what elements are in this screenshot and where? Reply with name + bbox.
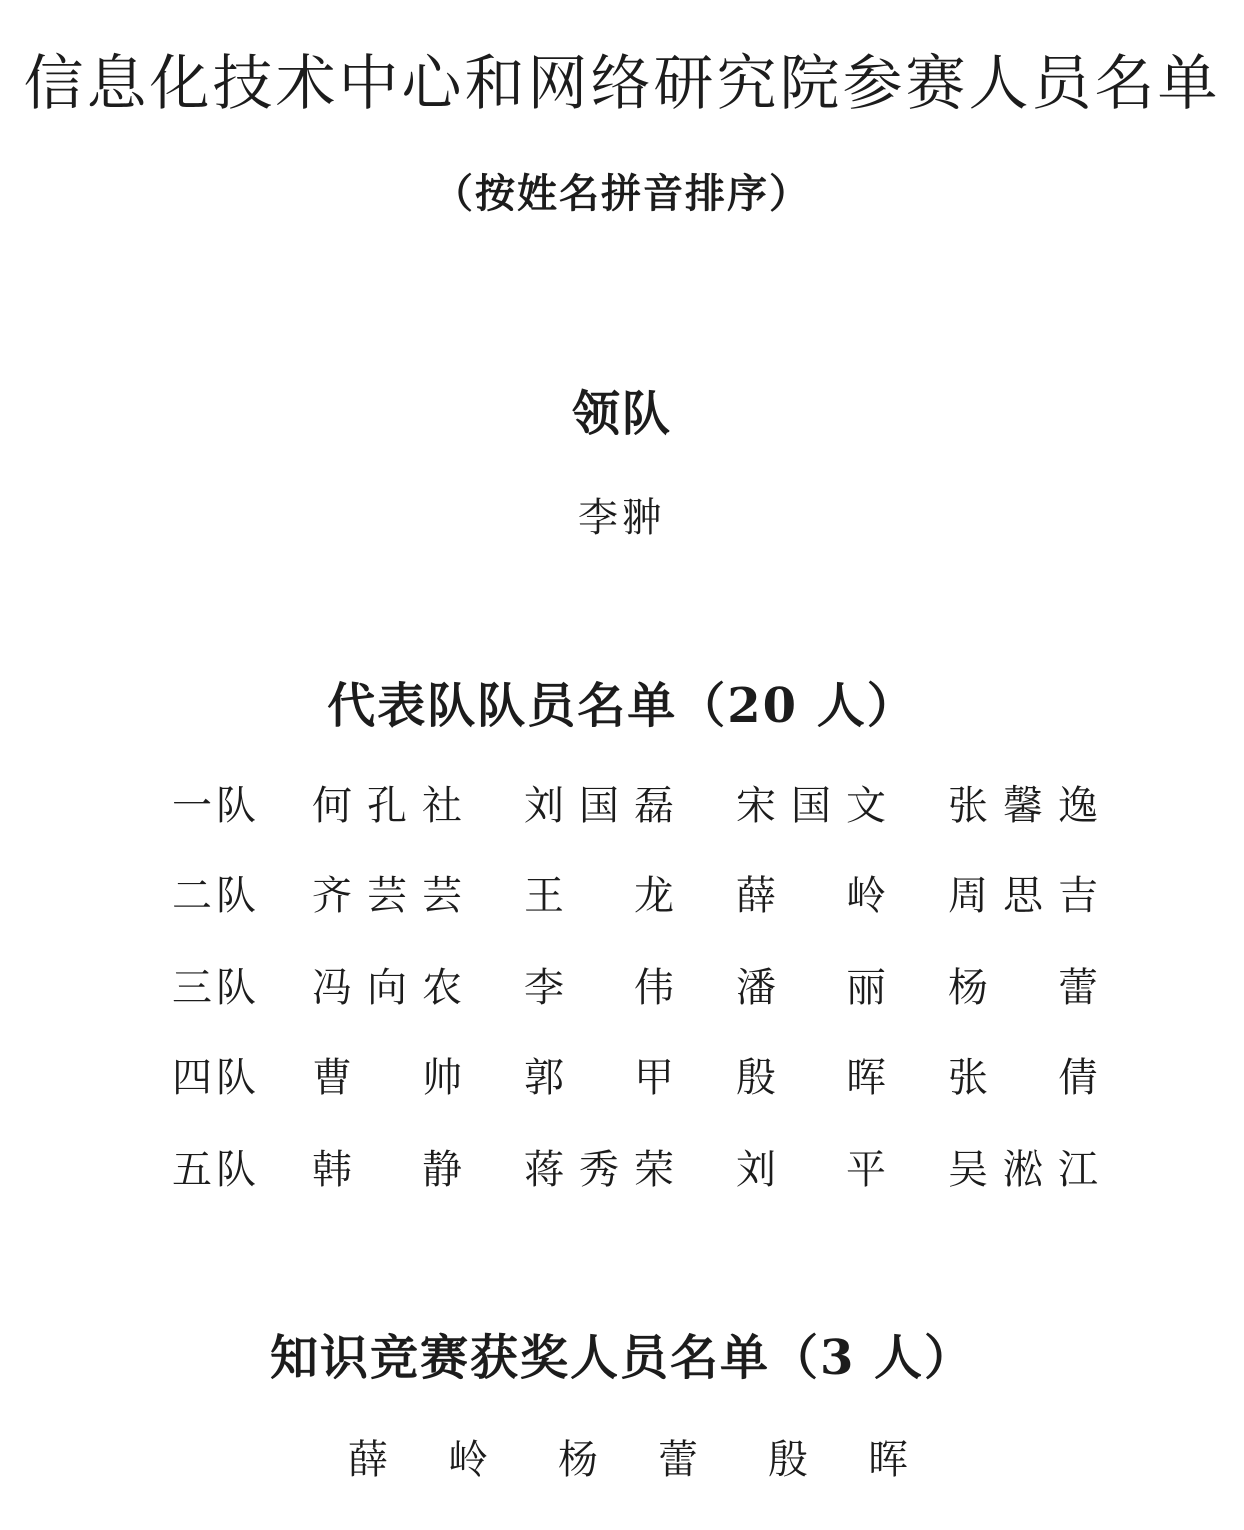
team-member: 薛 岭 — [736, 873, 886, 919]
team-label: 四队 — [172, 1055, 260, 1101]
award-winner: 薛 岭 — [348, 1437, 488, 1483]
team-member: 郭 甲 — [524, 1055, 674, 1101]
team-label: 五队 — [172, 1147, 260, 1193]
team-member: 王 龙 — [524, 873, 674, 919]
team-row — [0, 1140, 1244, 1200]
leader-name: 李翀 — [578, 495, 666, 541]
award-winners-list — [0, 1430, 1244, 1490]
leader-heading: 领队 — [571, 386, 672, 442]
team-member: 周 思 吉 — [948, 873, 1098, 919]
award-winner: 殷 晖 — [768, 1437, 908, 1483]
team-member: 杨 蕾 — [948, 965, 1098, 1011]
team-member: 李 伟 — [524, 965, 674, 1011]
team-member: 刘 平 — [736, 1147, 886, 1193]
team-member: 蒋 秀 荣 — [524, 1147, 674, 1193]
document-title: 信息化技术中心和网络研究院参赛人员名单 — [23, 49, 1221, 119]
team-member: 曹 帅 — [312, 1055, 462, 1101]
team-row — [0, 776, 1244, 836]
team-label: 三队 — [172, 965, 260, 1011]
team-row — [0, 958, 1244, 1018]
team-member: 张 倩 — [948, 1055, 1098, 1101]
team-row — [0, 1048, 1244, 1108]
team-roster-heading: 代表队队员名单（20 人） — [327, 678, 917, 734]
award-winners-heading: 知识竞赛获奖人员名单（3 人） — [269, 1330, 975, 1386]
team-row — [0, 866, 1244, 926]
team-member: 殷 晖 — [736, 1055, 886, 1101]
team-member: 韩 静 — [312, 1147, 462, 1193]
award-winner: 杨 蕾 — [558, 1437, 698, 1483]
team-member: 刘 国 磊 — [524, 783, 674, 829]
team-member: 吴 淞 江 — [948, 1147, 1098, 1193]
team-member: 张 馨 逸 — [948, 783, 1098, 829]
document-subtitle: （按姓名拼音排序） — [433, 170, 811, 217]
team-member: 齐 芸 芸 — [312, 873, 462, 919]
team-member: 潘 丽 — [736, 965, 886, 1011]
team-label: 一队 — [172, 783, 260, 829]
team-member: 宋 国 文 — [736, 783, 886, 829]
team-member: 冯 向 农 — [312, 965, 462, 1011]
team-member: 何 孔 社 — [312, 783, 462, 829]
team-label: 二队 — [172, 873, 260, 919]
